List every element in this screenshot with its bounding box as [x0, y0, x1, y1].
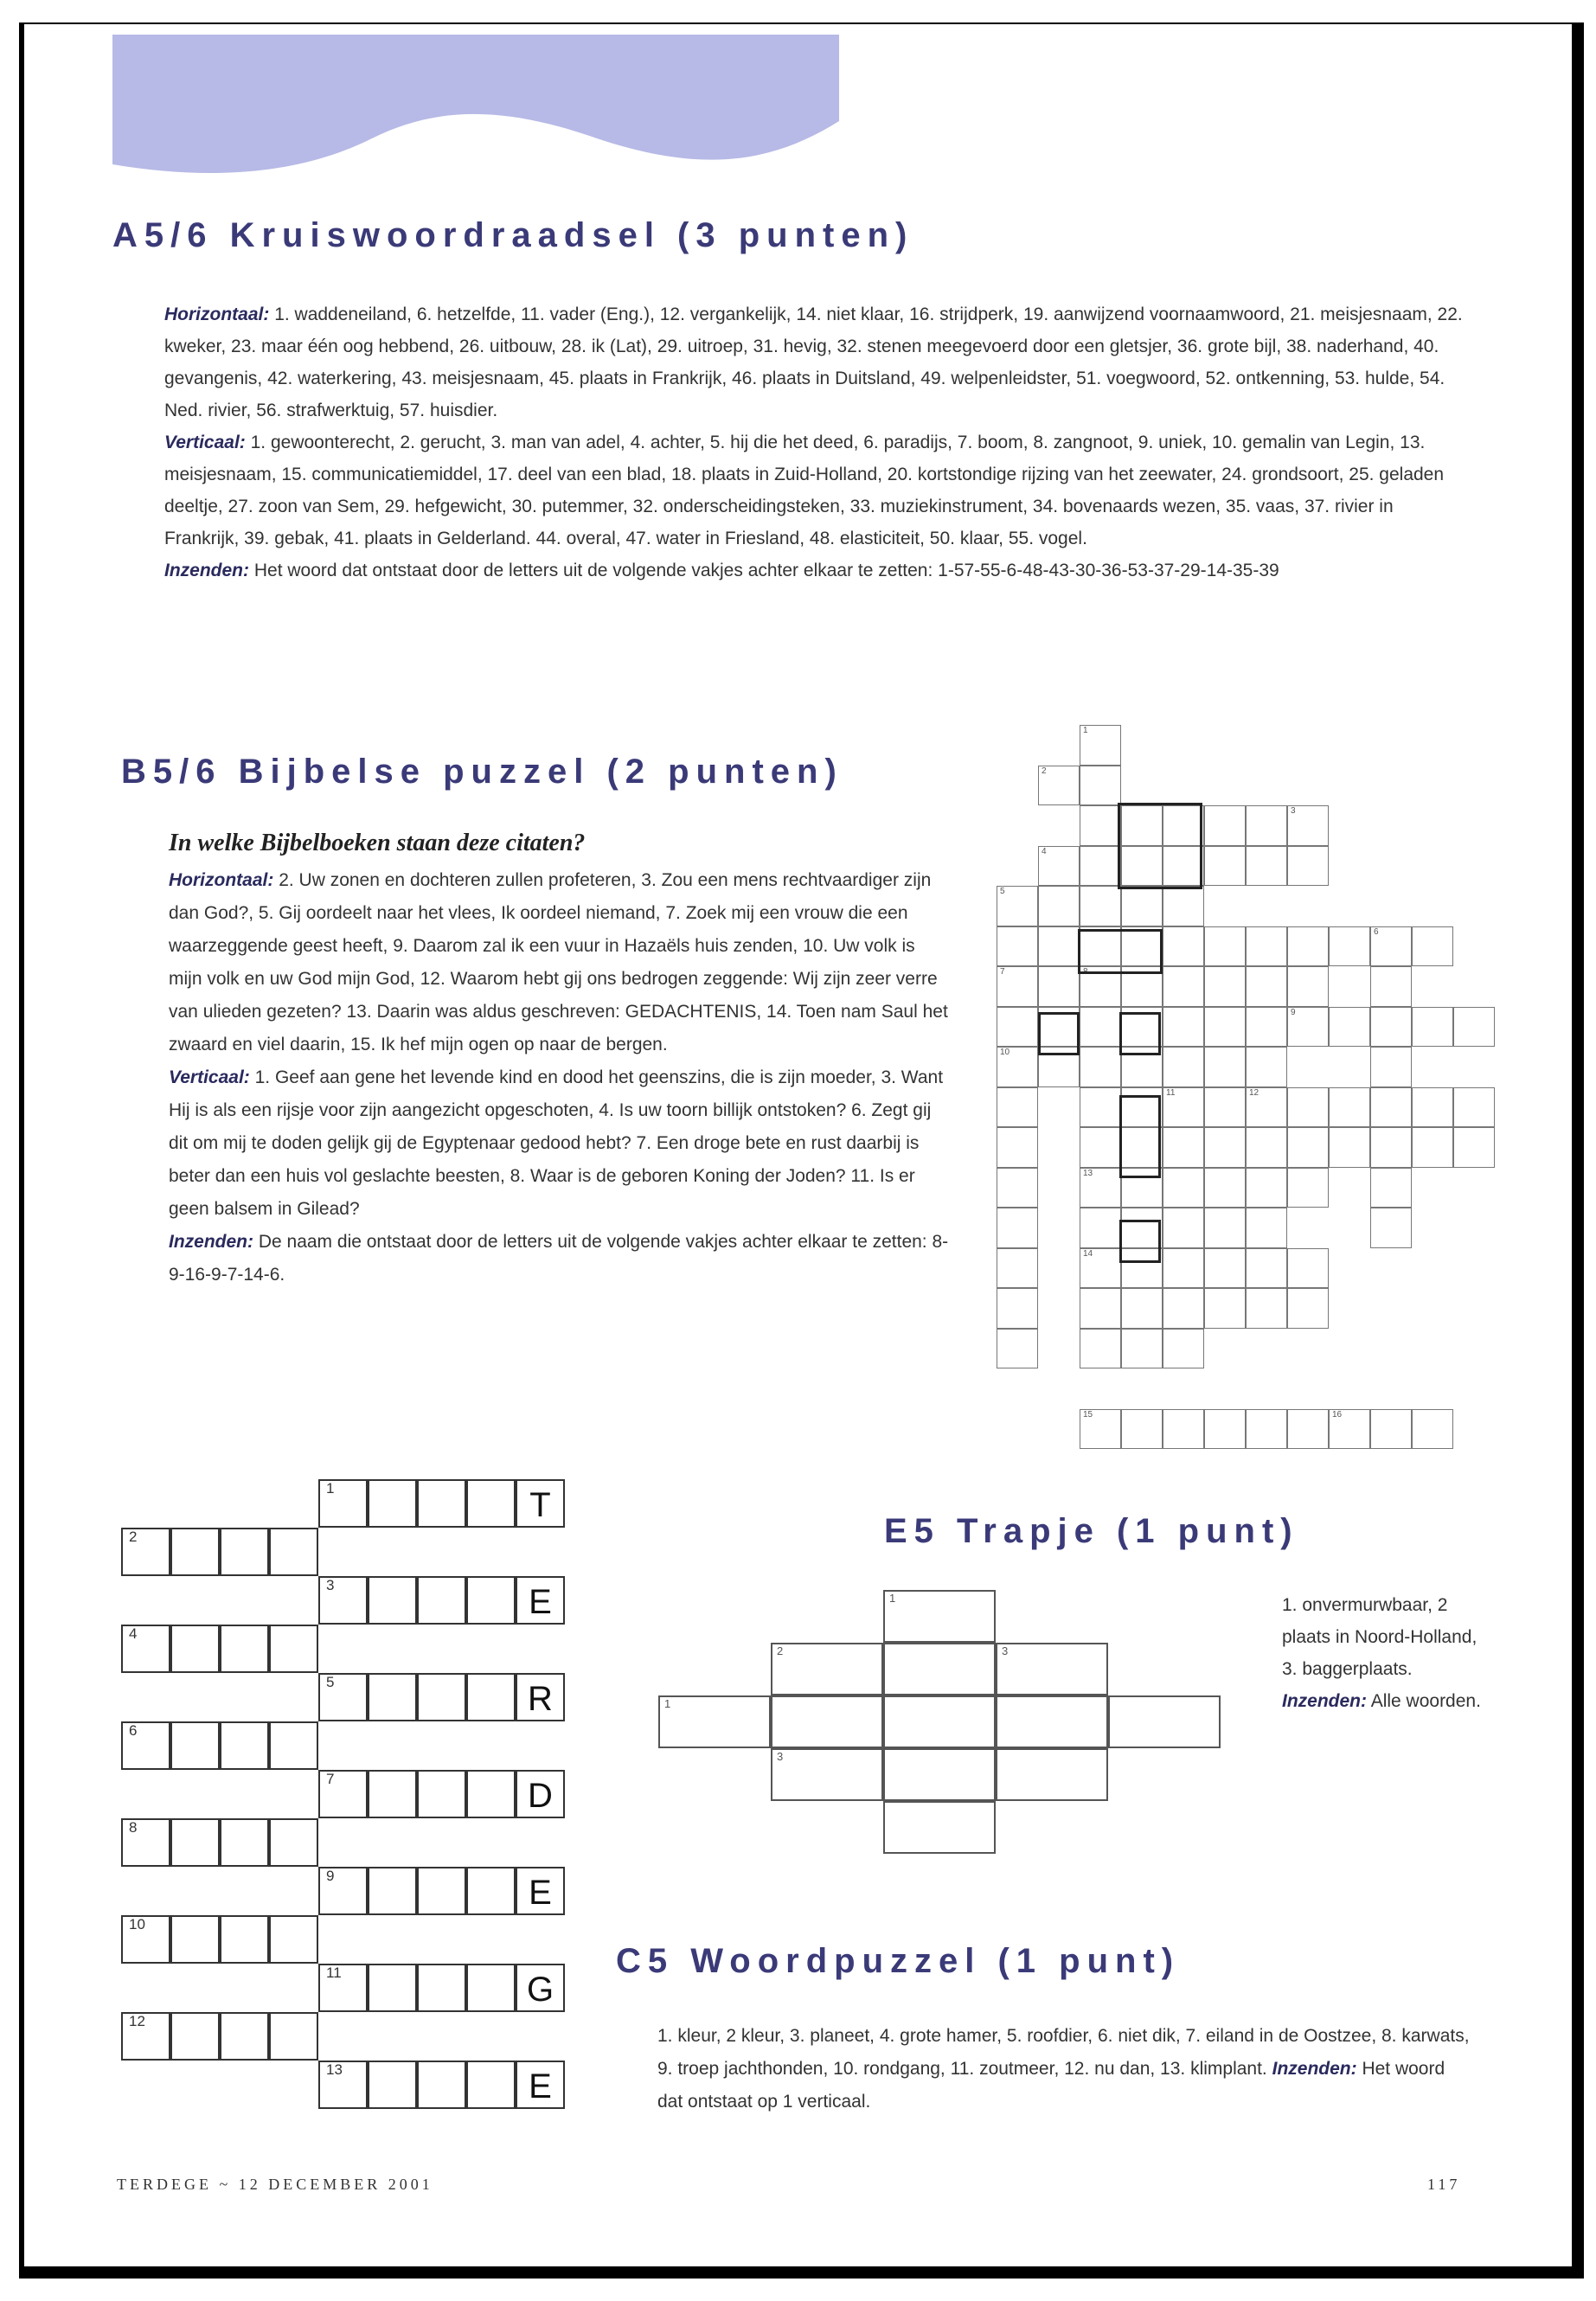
terdege-letter-cell[interactable]: D: [516, 1770, 565, 1818]
terdege-cell[interactable]: [269, 1818, 318, 1867]
bible-grid-cell[interactable]: [1204, 1208, 1246, 1248]
clue-number: 9: [1291, 1007, 1296, 1017]
terdege-letter-cell[interactable]: E: [516, 1867, 565, 1915]
terdege-cell[interactable]: [220, 1915, 269, 1964]
bible-grid-cell[interactable]: [1246, 966, 1287, 1007]
bible-grid-cell[interactable]: [1163, 1127, 1204, 1168]
bible-grid-cell[interactable]: [1038, 886, 1080, 926]
clue-number: 3: [1291, 806, 1296, 816]
terdege-cell[interactable]: [170, 1625, 220, 1673]
bible-grid-cell[interactable]: [1287, 1288, 1329, 1329]
e-inzenden-text: Alle woorden.: [1370, 1691, 1481, 1711]
bible-grid-cell[interactable]: [1204, 926, 1246, 967]
bible-grid-cell[interactable]: [1163, 1329, 1204, 1369]
trapje-cell[interactable]: [883, 1590, 996, 1643]
terdege-cell[interactable]: [170, 2012, 220, 2061]
trapje-cell[interactable]: [996, 1695, 1108, 1748]
clue-number: 7: [326, 1771, 335, 1787]
bible-grid-cell[interactable]: [1080, 1409, 1121, 1450]
terdege-cell[interactable]: [121, 1818, 170, 1867]
bible-grid-cell[interactable]: [1080, 1288, 1121, 1329]
bible-grid-cell[interactable]: [1163, 1409, 1204, 1450]
terdege-cell[interactable]: [417, 1673, 466, 1721]
terdege-cell[interactable]: [417, 1479, 466, 1528]
terdege-cell[interactable]: [121, 1625, 170, 1673]
terdege-letter-cell[interactable]: E: [516, 1576, 565, 1625]
bible-grid-cell[interactable]: [1204, 1047, 1246, 1087]
clue-number: 1: [1083, 726, 1088, 735]
terdege-letter-cell[interactable]: E: [516, 2061, 565, 2109]
clue-number: 7: [1000, 967, 1005, 977]
terdege-cell[interactable]: [466, 1770, 516, 1818]
terdege-cell[interactable]: [269, 1721, 318, 1770]
bible-grid-cell[interactable]: [1038, 846, 1080, 887]
bible-grid-cell[interactable]: [1038, 966, 1080, 1007]
bible-grid-cell[interactable]: [1287, 1168, 1329, 1208]
bible-grid-cell[interactable]: [1287, 1409, 1329, 1450]
a-verticaal-clues: 1. gewoonterecht, 2. gerucht, 3. man van adel, 4. achter, 5. hij die het deed, 6. paradijs, 7. boom, 8. zangnoot, 9. uniek, 10. gemalin van Legin, 13. meisjesnaam, 15. communicatiemiddel, 17. deel van een blad, 18. plaats in Zuid-Holland, 20. kortstondige rijzing van het zeewater, 24. grondsoort, 25. geladen deeltje, 27. zoon van Sem, 29. hefgewicht, 30. putemmer, 32. onderscheidingsteken, 33. muziekinstrument, 34. bovenaards wezen, 35. vaas, 37. rivier in Frankrijk, 39. gebak, 41. plaats in Gelderland. 44. overal, 47. water in Friesland, 48. elasticiteit, 50. klaar, 55. vogel.: [164, 433, 1445, 548]
bible-grid-cell[interactable]: [1287, 1007, 1329, 1048]
terdege-letter-cell[interactable]: T: [516, 1479, 565, 1528]
bible-grid-cell[interactable]: [1163, 1288, 1204, 1329]
terdege-cell[interactable]: [466, 1673, 516, 1721]
terdege-cell[interactable]: [368, 1867, 417, 1915]
bible-grid-cell[interactable]: [1163, 1208, 1204, 1248]
bible-grid-cell[interactable]: [997, 966, 1038, 1007]
trapje-cell[interactable]: [1108, 1695, 1221, 1748]
clue-number: 14: [1083, 1248, 1093, 1259]
bible-grid-cell[interactable]: [1370, 926, 1412, 967]
highlight-box: [1119, 1095, 1161, 1178]
bible-grid-cell[interactable]: [1453, 1007, 1495, 1048]
trapje-cell[interactable]: [771, 1643, 883, 1695]
terdege-cell[interactable]: [466, 2061, 516, 2109]
terdege-cell[interactable]: [121, 2012, 170, 2061]
bible-grid-cell[interactable]: [1204, 805, 1246, 846]
terdege-cell[interactable]: [466, 1964, 516, 2012]
e-inzenden-label: Inzenden:: [1282, 1691, 1367, 1711]
highlight-box: [1038, 1012, 1080, 1055]
e-clues: 1. onvermurwbaar, 2 plaats in Noord-Holland, 3. baggerplaats.: [1282, 1595, 1477, 1679]
clue-number: 10: [1000, 1048, 1010, 1057]
clue-number: 11: [326, 1965, 342, 1981]
b-inzenden-text: De naam die ontstaat door de letters uit de volgende vakjes achter elkaar te zetten: 8-9-16-9-7-14-6.: [169, 1232, 949, 1285]
footer-page-number: 117: [1427, 2176, 1461, 2193]
clue-number: 11: [1166, 1087, 1176, 1098]
terdege-cell[interactable]: [318, 2061, 368, 2109]
section-e-body: [1282, 1589, 1494, 1717]
bible-grid-cell[interactable]: [1204, 846, 1246, 887]
bible-grid-cell[interactable]: [1412, 1409, 1453, 1450]
bible-grid-cell[interactable]: [1370, 1168, 1412, 1208]
bible-grid-cell[interactable]: [1038, 926, 1080, 967]
bible-grid-cell[interactable]: [997, 1329, 1038, 1369]
section-e-title: E5 Trapje (1 punt): [884, 1512, 1299, 1550]
clue-number: 15: [1083, 1409, 1093, 1420]
terdege-cell[interactable]: [318, 1964, 368, 2012]
terdege-cell[interactable]: [269, 1915, 318, 1964]
trapje-cell[interactable]: [996, 1748, 1108, 1801]
trapje-cell[interactable]: [771, 1695, 883, 1748]
terdege-cell[interactable]: [417, 1964, 466, 2012]
terdege-cell[interactable]: [121, 1915, 170, 1964]
bible-grid-cell[interactable]: [1204, 1288, 1246, 1329]
terdege-cell[interactable]: [269, 1625, 318, 1673]
terdege-cell[interactable]: [318, 1673, 368, 1721]
terdege-cell[interactable]: [368, 1964, 417, 2012]
bible-grid-cell[interactable]: [1121, 1288, 1163, 1329]
clue-number: 2: [129, 1529, 138, 1545]
section-c-title: C5 Woordpuzzel (1 punt): [616, 1942, 1181, 1980]
clue-number: 1: [326, 1480, 335, 1497]
b-horizontaal-label: Horizontaal:: [169, 870, 274, 890]
bible-grid-cell[interactable]: [1246, 1127, 1287, 1168]
section-b-title: B5/6 Bijbelse puzzel (2 punten): [121, 753, 843, 791]
terdege-cell[interactable]: [121, 1528, 170, 1576]
a-inzenden-text: Het woord dat ontstaat door de letters uit de volgende vakjes achter elkaar te zetten: 1-57-55-6-48-43-30-36-53-37-29-14-35-39: [253, 561, 1279, 580]
section-b-body: [169, 826, 952, 1292]
bible-grid-cell[interactable]: [1121, 1409, 1163, 1450]
bible-grid-cell[interactable]: [1163, 1087, 1204, 1128]
bible-grid-cell[interactable]: [1412, 1087, 1453, 1128]
bible-grid-cell[interactable]: [1246, 1007, 1287, 1048]
bible-grid-cell[interactable]: [1412, 1127, 1453, 1168]
section-a-body: [164, 298, 1471, 586]
clue-number: 10: [129, 1916, 145, 1932]
terdege-cell[interactable]: [417, 1770, 466, 1818]
b-inzenden-label: Inzenden:: [169, 1232, 253, 1252]
bible-grid-cell[interactable]: [1080, 846, 1121, 887]
trapje-cell[interactable]: [658, 1695, 771, 1748]
bible-grid-cell[interactable]: [1204, 1409, 1246, 1450]
clue-number: 12: [1249, 1087, 1259, 1098]
highlight-box: [1119, 1012, 1161, 1055]
bible-grid-cell[interactable]: [1246, 1168, 1287, 1208]
bible-grid-cell[interactable]: [1163, 1047, 1204, 1087]
section-c-body: [657, 2020, 1471, 2118]
terdege-cell[interactable]: [170, 1721, 220, 1770]
bible-grid-cell[interactable]: [997, 1007, 1038, 1048]
terdege-cell[interactable]: [368, 1673, 417, 1721]
clue-number: 5: [326, 1674, 335, 1690]
bible-grid-cell[interactable]: [1246, 1047, 1287, 1087]
bible-grid-cell[interactable]: [1246, 1248, 1287, 1289]
bible-grid-cell[interactable]: [1163, 1168, 1204, 1208]
highlight-box: [1078, 929, 1163, 974]
bible-grid-cell[interactable]: [1080, 1208, 1121, 1248]
clue-number: 5: [1000, 887, 1005, 896]
clue-number: 9: [326, 1868, 335, 1884]
bible-grid-cell[interactable]: [1453, 1127, 1495, 1168]
terdege-cell[interactable]: [318, 1576, 368, 1625]
bible-grid-cell[interactable]: [1080, 1047, 1121, 1087]
bible-grid-cell[interactable]: [1370, 1409, 1412, 1450]
clue-number: 2: [777, 1644, 784, 1657]
terdege-cell[interactable]: [368, 1576, 417, 1625]
c-inzenden-text: Het woord dat ontstaat op 1 verticaal.: [657, 2059, 1445, 2112]
terdege-cell[interactable]: [466, 1576, 516, 1625]
bible-grid-cell[interactable]: [1329, 926, 1370, 967]
trapje-cell[interactable]: [883, 1748, 996, 1801]
clue-number: 1: [889, 1592, 896, 1605]
terdege-cell[interactable]: [121, 1721, 170, 1770]
bible-grid-cell[interactable]: [1121, 886, 1163, 926]
bible-grid-cell[interactable]: [1163, 886, 1204, 926]
trapje-cell[interactable]: [883, 1643, 996, 1695]
terdege-cell[interactable]: [170, 1818, 220, 1867]
terdege-cell[interactable]: [220, 2012, 269, 2061]
bible-grid-cell[interactable]: [1204, 1248, 1246, 1289]
bible-grid-cell[interactable]: [1038, 766, 1080, 806]
bible-grid-cell[interactable]: [1204, 966, 1246, 1007]
bible-grid-cell[interactable]: [1329, 1127, 1370, 1168]
bible-grid-cell[interactable]: [1204, 1168, 1246, 1208]
terdege-cell[interactable]: [368, 2061, 417, 2109]
bible-grid-cell[interactable]: [997, 1168, 1038, 1208]
bible-grid-cell[interactable]: [1329, 1007, 1370, 1048]
a-horizontaal-label: Horizontaal:: [164, 304, 270, 324]
clue-number: 8: [1083, 967, 1088, 977]
terdege-cell[interactable]: [368, 1770, 417, 1818]
bible-grid-cell[interactable]: [1080, 805, 1121, 846]
terdege-cell[interactable]: [466, 1479, 516, 1528]
bible-grid-cell[interactable]: [1329, 1087, 1370, 1128]
bible-grid-cell[interactable]: [1329, 1409, 1370, 1450]
terdege-cell[interactable]: [368, 1479, 417, 1528]
bible-grid-cell[interactable]: [1370, 1007, 1412, 1048]
clue-number: 2: [1042, 766, 1047, 776]
bible-grid-cell[interactable]: [1080, 1329, 1121, 1369]
bible-grid-cell[interactable]: [997, 1288, 1038, 1329]
clue-number: 13: [326, 2061, 343, 2078]
clue-number: 3: [326, 1577, 335, 1593]
clue-number: 4: [129, 1625, 138, 1642]
clue-number: 1: [664, 1697, 671, 1710]
bible-grid-cell[interactable]: [997, 1087, 1038, 1128]
bible-grid-cell[interactable]: [1246, 846, 1287, 887]
a-inzenden-label: Inzenden:: [164, 561, 249, 580]
terdege-cell[interactable]: [269, 2012, 318, 2061]
terdege-cell[interactable]: [220, 1721, 269, 1770]
terdege-cell[interactable]: [170, 1915, 220, 1964]
b-verticaal-clues: 1. Geef aan gene het levende kind en dood het geenszins, die is zijn moeder, 3. Want Hij is als een rijsje voor zijn aangezicht opgeschoten, 4. Is uw toorn billijk ontstoken? 6. Zegt gij dit om mij te doden gelijk gij de Egyptenaar gedood hebt? 7. Een droge bete en rust daarbij is beter dan een huis vol geslachte beesten, 8. Waar is de geboren Koning der Joden? 11. Is er geen balsem in Gilead?: [169, 1067, 944, 1219]
bible-grid-cell[interactable]: [1080, 1248, 1121, 1289]
terdege-cell[interactable]: [318, 1867, 368, 1915]
bible-grid-cell[interactable]: [1412, 1007, 1453, 1048]
clue-number: 8: [129, 1819, 138, 1836]
bible-grid-cell[interactable]: [997, 926, 1038, 967]
bible-grid-cell[interactable]: [997, 886, 1038, 926]
clue-number: 3: [1002, 1644, 1009, 1657]
bible-grid-cell[interactable]: [1287, 926, 1329, 967]
bible-grid-cell[interactable]: [1204, 1127, 1246, 1168]
bible-grid-cell[interactable]: [1080, 1007, 1121, 1048]
bible-grid-cell[interactable]: [1121, 1329, 1163, 1369]
terdege-cell[interactable]: [170, 1528, 220, 1576]
bible-grid-cell[interactable]: [1453, 1087, 1495, 1128]
decorative-wave: [112, 35, 839, 182]
bible-grid-cell[interactable]: [1246, 1208, 1287, 1248]
terdege-cell[interactable]: [220, 1625, 269, 1673]
terdege-cell[interactable]: [220, 1818, 269, 1867]
bible-grid-cell[interactable]: [1080, 886, 1121, 926]
terdege-cell[interactable]: [318, 1479, 368, 1528]
highlight-box: [1119, 1220, 1161, 1263]
a-verticaal-label: Verticaal:: [164, 433, 246, 452]
bible-grid-cell[interactable]: [1163, 1007, 1204, 1048]
bible-grid-cell[interactable]: [1246, 805, 1287, 846]
bible-grid-cell[interactable]: [1246, 1288, 1287, 1329]
terdege-cell[interactable]: [269, 1528, 318, 1576]
trapje-cell[interactable]: [771, 1748, 883, 1801]
terdege-letter-cell[interactable]: G: [516, 1964, 565, 2012]
bible-grid-cell[interactable]: [1080, 1127, 1121, 1168]
terdege-cell[interactable]: [417, 2061, 466, 2109]
section-a-title: A5/6 Kruiswoordraadsel (3 punten): [112, 216, 914, 254]
bible-grid-cell[interactable]: [1287, 966, 1329, 1007]
clue-number: 13: [1083, 1168, 1093, 1178]
bible-grid-cell[interactable]: [1370, 966, 1412, 1007]
terdege-cell[interactable]: [318, 1770, 368, 1818]
terdege-cell[interactable]: [466, 1867, 516, 1915]
c-clues: 1. kleur, 2 kleur, 3. planeet, 4. grote hamer, 5. roofdier, 6. niet dik, 7. eiland in de Oostzee, 8. karwats, 9. troep jachthonden, 10. rondgang, 11. zoutmeer, 12. nu dan, 13. klimplant.: [657, 2026, 1470, 2079]
clue-number: 4: [1042, 846, 1047, 856]
terdege-cell[interactable]: [417, 1867, 466, 1915]
trapje-cell[interactable]: [996, 1643, 1108, 1695]
bible-grid-cell[interactable]: [1370, 1087, 1412, 1128]
clue-number: 3: [777, 1750, 784, 1763]
terdege-letter-cell[interactable]: R: [516, 1673, 565, 1721]
bible-grid-cell[interactable]: [1080, 1168, 1121, 1208]
terdege-cell[interactable]: [220, 1528, 269, 1576]
clue-number: 6: [129, 1722, 138, 1739]
bible-grid-cell[interactable]: [1370, 1047, 1412, 1087]
clue-number: 12: [129, 2013, 145, 2029]
bible-grid-cell[interactable]: [1287, 1127, 1329, 1168]
bible-grid-cell[interactable]: [1204, 1087, 1246, 1128]
bible-grid-cell[interactable]: [1080, 766, 1121, 806]
trapje-cell[interactable]: [883, 1695, 996, 1748]
bible-grid-cell[interactable]: [1163, 1248, 1204, 1289]
b-horizontaal-clues: 2. Uw zonen en dochteren zullen profeteren, 3. Zou een mens rechtvaardiger zijn dan God?, 5. Gij oordeelt naar het vlees, Ik oordeel niemand, 7. Zoek mij een vrouw die een waarzeggende geest heeft, 9. Daarom zal ik een vuur in Hazaëls huis zenden, 10. Uw volk is mijn volk en uw God mijn God, 12. Waarom hebt gij ons bedrogen zeggende: Wij zijn zeer verre van ulieden gezeten? 13. Daarin was aldus geschreven: GEDACHTENIS, 14. Toen nam Saul het zwaard en viel daarin, 15. Ik hef mijn ogen op naar de bergen.: [169, 870, 948, 1054]
highlight-box: [1118, 803, 1202, 889]
bible-grid-cell[interactable]: [997, 1208, 1038, 1248]
footer-publication: TERDEGE ~ 12 DECEMBER 2001: [117, 2176, 433, 2193]
bible-grid-cell[interactable]: [1287, 1087, 1329, 1128]
bible-grid-cell[interactable]: [997, 1047, 1038, 1087]
bible-grid-cell[interactable]: [1370, 1208, 1412, 1248]
a-horizontaal-clues: 1. waddeneiland, 6. hetzelfde, 11. vader (Eng.), 12. vergankelijk, 14. niet klaar, 16. strijdperk, 19. aanwijzend voornaamwoord, 21. meisjesnaam, 22. kweker, 23. maar één oog hebbend, 26. uitbouw, 28. ik (Lat), 29. uitroep, 31. hevig, 32. stenen meegevoerd door een gletsjer, 36. grote bijl, 38. naderhand, 40. gevangenis, 42. waterkering, 43. meisjesnaam, 45. plaats in Frankrijk, 46. plaats in Duitsland, 49. welpenleidster, 51. voegwoord, 52. ontkenning, 53. hulde, 54. Ned. rivier, 56. strafwerktuig, 57. huisdier.: [164, 304, 1463, 420]
bible-grid-cell[interactable]: [997, 1127, 1038, 1168]
bible-grid-cell[interactable]: [1204, 1007, 1246, 1048]
bible-grid-cell[interactable]: [1246, 1087, 1287, 1128]
trapje-cell[interactable]: [883, 1801, 996, 1854]
bible-grid-cell[interactable]: [1163, 966, 1204, 1007]
bible-grid-cell[interactable]: [1080, 725, 1121, 766]
b-subtitle: In welke Bijbelboeken staan deze citaten?: [169, 830, 586, 856]
bible-grid-cell[interactable]: [1246, 926, 1287, 967]
bible-grid-cell[interactable]: [1080, 1087, 1121, 1128]
bible-grid-cell[interactable]: [1287, 1248, 1329, 1289]
bible-grid-cell[interactable]: [997, 1248, 1038, 1289]
bible-grid-cell[interactable]: [1163, 926, 1204, 967]
bible-grid-cell[interactable]: [1287, 846, 1329, 887]
bible-grid-cell[interactable]: [1287, 805, 1329, 846]
bible-grid-cell[interactable]: [1246, 1409, 1287, 1450]
bible-grid-cell[interactable]: [1412, 926, 1453, 967]
bible-grid-cell[interactable]: [1370, 1127, 1412, 1168]
b-verticaal-label: Verticaal:: [169, 1067, 250, 1087]
c-inzenden-label: Inzenden:: [1272, 2059, 1357, 2079]
clue-number: 16: [1332, 1409, 1343, 1420]
clue-number: 6: [1374, 926, 1379, 937]
terdege-cell[interactable]: [417, 1576, 466, 1625]
